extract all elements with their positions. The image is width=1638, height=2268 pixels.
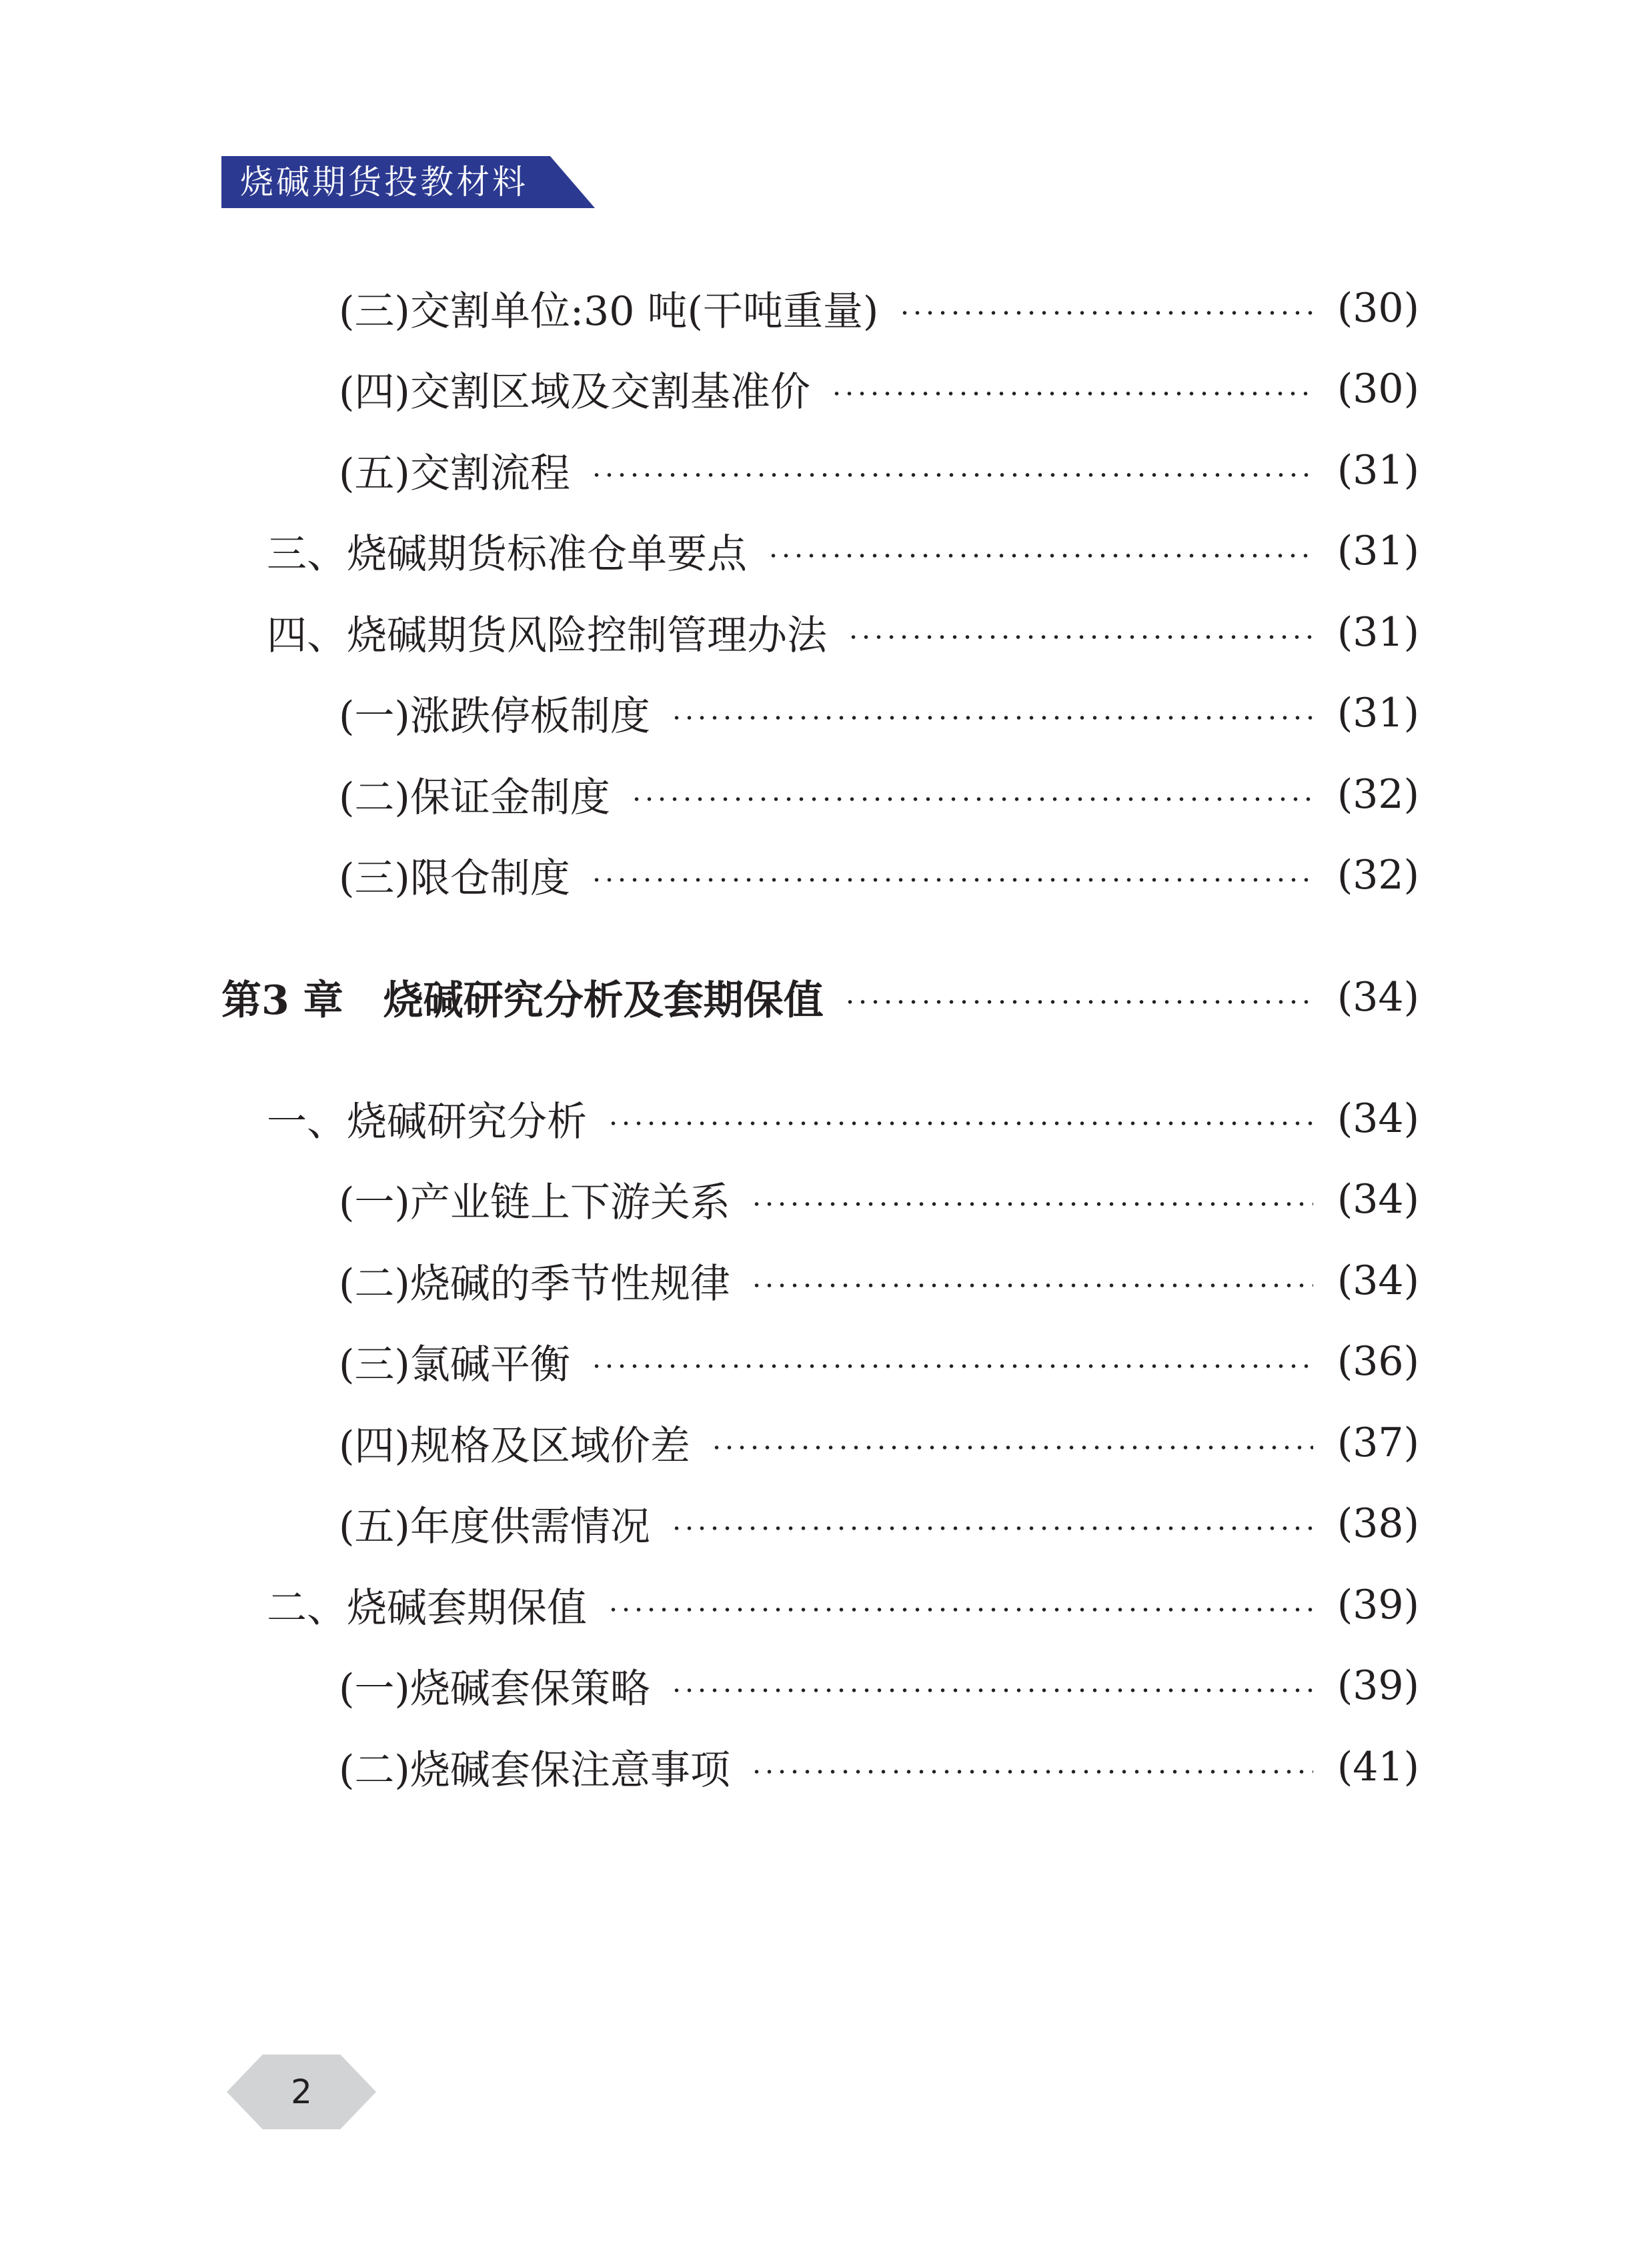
dot-leader (750, 1202, 1313, 1206)
dot-leader (670, 1688, 1313, 1692)
toc-entry[interactable] (267, 599, 1419, 666)
toc-entry-page: (30) (1337, 285, 1419, 332)
dot-leader (590, 878, 1313, 882)
dot-leader (607, 1608, 1313, 1612)
toc-entry[interactable] (339, 761, 1419, 828)
toc-entry[interactable] (339, 437, 1419, 504)
toc-chapter-entry[interactable] (221, 964, 1419, 1031)
toc-entry-page: (31) (1337, 609, 1419, 656)
toc-entry-page: (39) (1337, 1582, 1419, 1628)
dot-leader (750, 1283, 1313, 1287)
dot-leader (710, 1446, 1313, 1450)
toc-entry-label: (四)规格及区域价差 (339, 1423, 690, 1470)
dot-leader (590, 473, 1313, 477)
page-number: 2 (291, 2073, 312, 2111)
toc-entry-label: 一、烧碱研究分析 (267, 1099, 587, 1145)
toc-entry[interactable] (339, 1166, 1419, 1233)
toc-entry-page: (32) (1337, 852, 1419, 899)
toc-entry-label: 三、烧碱期货标准仓单要点 (267, 531, 747, 578)
toc-entry-label: (二)保证金制度 (339, 774, 610, 821)
toc-entry-label: (一)涨跌停板制度 (339, 693, 650, 740)
toc-entry-label: (三)交割单位:30 吨(干吨重量) (339, 288, 879, 335)
dot-leader (844, 1000, 1313, 1004)
toc-entry[interactable] (339, 842, 1419, 909)
toc-entry-label: (三)限仓制度 (339, 855, 570, 902)
toc-entry[interactable] (267, 1085, 1419, 1152)
dot-leader (830, 392, 1313, 396)
toc-entry-page: (38) (1337, 1500, 1419, 1547)
toc-entry-label: (五)交割流程 (339, 450, 570, 497)
chapter-title: 第3 章 烧碱研究分析及套期保值 (221, 977, 824, 1024)
toc-entry-label: 四、烧碱期货风险控制管理办法 (267, 612, 827, 659)
toc-entry-label: (二)烧碱的季节性规律 (339, 1261, 730, 1307)
toc-entry[interactable] (339, 1734, 1419, 1800)
toc-entry[interactable] (339, 1328, 1419, 1395)
toc-entry-page: (39) (1337, 1662, 1419, 1709)
toc-entry-page: (34) (1337, 1095, 1419, 1142)
toc-entry-label: (四)交割区域及交割基准价 (339, 369, 810, 416)
toc-entry[interactable] (339, 680, 1419, 746)
toc-entry-page: (41) (1337, 1744, 1419, 1790)
toc-entry[interactable] (339, 1409, 1419, 1476)
dot-leader (670, 716, 1313, 720)
toc-entry-label: 二、烧碱套期保值 (267, 1585, 587, 1632)
toc-entry-page: (34) (1337, 1176, 1419, 1223)
toc-entry-label: (五)年度供需情况 (339, 1504, 650, 1550)
toc-entry[interactable] (339, 356, 1419, 422)
toc-entry-page: (34) (1337, 1257, 1419, 1304)
toc-entry-page: (30) (1337, 366, 1419, 412)
toc-entry[interactable] (339, 1652, 1419, 1719)
toc-entry[interactable] (267, 1572, 1419, 1638)
toc-entry-page: (31) (1337, 528, 1419, 574)
toc-entry-page: (37) (1337, 1420, 1419, 1466)
dot-leader (847, 635, 1313, 639)
toc-entry-page: (32) (1337, 771, 1419, 818)
toc-entry-page: (31) (1337, 690, 1419, 736)
toc-entry-label: (二)烧碱套保注意事项 (339, 1747, 730, 1794)
toc-entry-page: (34) (1337, 974, 1419, 1021)
dot-leader (670, 1526, 1313, 1530)
toc-entry-page: (36) (1337, 1338, 1419, 1385)
dot-leader (750, 1770, 1313, 1774)
dot-leader (898, 311, 1313, 315)
toc-entry-label: (一)烧碱套保策略 (339, 1666, 650, 1712)
toc-entry[interactable] (267, 518, 1419, 584)
toc-entry-label: (一)产业链上下游关系 (339, 1179, 730, 1226)
dot-leader (630, 797, 1313, 801)
running-header-title: 烧碱期货投教材料 (240, 163, 528, 201)
dot-leader (590, 1364, 1313, 1368)
dot-leader (607, 1121, 1313, 1125)
toc-entry-label: (三)氯碱平衡 (339, 1341, 570, 1388)
toc-entry[interactable] (339, 1247, 1419, 1314)
toc-entry[interactable] (339, 275, 1419, 342)
toc-entry[interactable] (339, 1490, 1419, 1557)
toc-entry-page: (31) (1337, 447, 1419, 494)
dot-leader (767, 554, 1313, 558)
